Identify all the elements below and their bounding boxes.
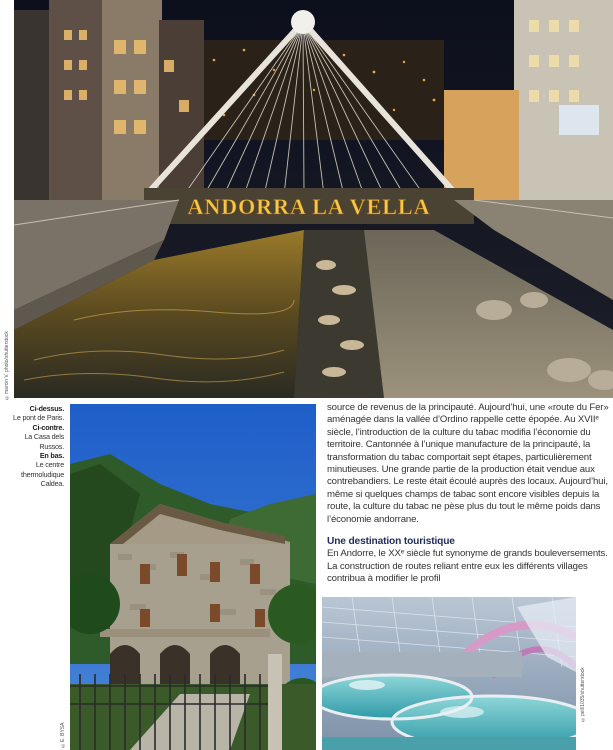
caption-top-label: Ci-dessus.: [29, 404, 64, 413]
photo-credit-top: ©marcin V. photo/shutterstock: [4, 331, 10, 400]
caption-spa-label: En bas.: [39, 451, 64, 461]
caption-house-label: Ci-contre.: [32, 422, 64, 432]
caption-house: [0, 423, 64, 451]
article-subheading: Une destination touristique: [327, 536, 455, 548]
caption-spa: [0, 451, 64, 489]
bridge-photo: [14, 0, 613, 398]
photo-credit-spa: ©pell/1035/shutterstock: [580, 667, 586, 722]
bridge-sign-text: ANDORRA LA VELLA: [187, 194, 431, 219]
article-text: [327, 402, 609, 586]
caption-top: [0, 404, 64, 423]
casa-dels-russos-photo: [70, 404, 316, 750]
caption-top-text: Le pont de Paris.: [13, 413, 64, 423]
caption-spa-text: Le centre thermoludique Caldea.: [21, 460, 64, 489]
article-paragraph: source de revenus de la principauté. Aujourd’hui, une «route du Fer» aménagée dans la vallée d’Ordino rappelle cette épopée. Au XVIIᵉ siècle, l’introduction de la culture du tabac modifia l’économie du territoire. Cantonnée à l’unique manufacture de la principauté, la transformation du tabac comportait sept étapes, particulièrement minutieuses. Une grande partie de la production était vendue aux contrebandiers. Le reste était écoulé auprès des locaux. Aujourd’hui, même si quelques champs de tabac sont encore visibles depuis la route, la culture du tabac ne pèse plus du tout le même poids dans l’économie andorrane.: [327, 402, 609, 525]
article-paragraph: En Andorre, le XXᵉ siècle fut synonyme de grands bouleversements. La construction de routes reliant entre eux les différents villages contribua à modifier le profil: [327, 548, 608, 585]
caption-house-text: La Casa dels Russos.: [24, 432, 64, 451]
caldea-spa-photo: [322, 597, 576, 750]
photo-captions: [0, 404, 64, 489]
photo-credit-house: ©E. BYSA: [60, 722, 66, 748]
